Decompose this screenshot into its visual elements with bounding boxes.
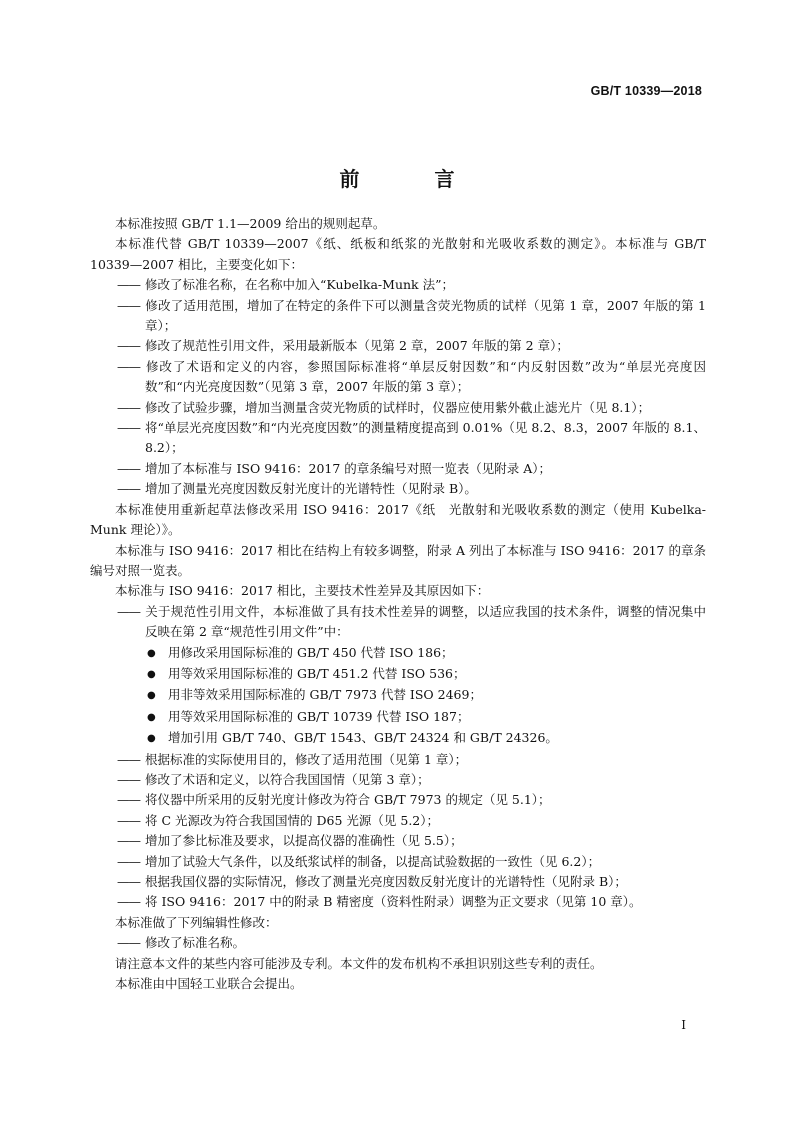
black-circle-bullet-icon: ● (147, 733, 156, 745)
reference-bullet-item (90, 707, 706, 728)
patent-notice: 请注意本文件的某些内容可能涉及专利。本文件的发布机构不承担识别这些专利的责任。 (115, 955, 603, 971)
technical-difference-item: —— 增加了试验大气条件，以及纸浆试样的制备，以提高试验数据的一致性（见 6.2）； (90, 852, 706, 872)
editorial-change-item: —— 修改了标准名称。 (90, 933, 706, 953)
reference-bullet-text: 用非等效采用国际标准的 GB/T 7973 代替 ISO 2469； (168, 687, 482, 703)
change-item: —— 增加了测量光亮度因数反射光度计的光谱特性（见附录 B）。 (90, 479, 706, 499)
reference-bullet-text: 用等效采用国际标准的 GB/T 451.2 代替 ISO 536； (168, 665, 466, 681)
technical-differences-intro: 本标准与 ISO 9416：2017 相比，主要技术性差异及其原因如下： (115, 583, 490, 599)
editorial-changes-intro: 本标准做了下列编辑性修改： (115, 914, 278, 930)
proposer-paragraph: 本标准由中国轻工业联合会提出。 (115, 976, 303, 992)
technical-difference-item: —— 将 ISO 9416：2017 中的附录 B 精密度（资料性附录）调整为正文要求（见第 10 章）。 (90, 892, 706, 912)
reference-bullet-text: 用等效采用国际标准的 GB/T 10739 代替 ISO 187； (168, 708, 470, 724)
black-circle-bullet-icon: ● (147, 690, 156, 702)
standard-code: GB/T 10339—2018 (590, 84, 702, 98)
black-circle-bullet-icon: ● (147, 647, 156, 659)
change-item: —— 增加了本标准与 ISO 9416：2017 的章条编号对照一览表（见附录 A）； (90, 459, 706, 479)
foreword-title: 前 言 (339, 167, 489, 192)
reference-bullet-item (90, 685, 706, 706)
change-item: —— 修改了标准名称，在名称中加入“Kubelka-Munk 法”； (90, 275, 706, 295)
replacement-paragraph: 本标准代替 GB/T 10339—2007《纸、纸板和纸浆的光散射和光吸收系数的测定》。本标准与 GB/T 10339—2007 相比，主要变化如下： (90, 236, 706, 272)
drafting-rule-paragraph: 本标准按照 GB/T 1.1—2009 给出的规则起草。 (115, 216, 386, 231)
page-number: I (681, 1018, 686, 1032)
technical-difference-item: —— 关于规范性引用文件，本标准做了具有技术性差异的调整，以适应我国的技术条件，调整的情况集中反映在第 2 章“规范性引用文件”中： (90, 602, 706, 643)
structure-comparison-paragraph: 本标准与 ISO 9416：2017 相比在结构上有较多调整，附录 A 列出了本标准与 ISO 9416：2017 的章条编号对照一览表。 (90, 542, 706, 578)
reference-bullet-item (90, 664, 706, 685)
technical-difference-item: —— 根据标准的实际使用目的，修改了适用范围（见第 1 章）； (90, 750, 706, 770)
change-item: —— 修改了试验步骤，增加当测量含荧光物质的试样时，仪器应使用紫外截止滤光片（见 8.1）； (90, 398, 706, 418)
change-item: —— 修改了适用范围，增加了在特定的条件下可以测量含荧光物质的试样（见第 1 章，2007 年版的第 1 章）； (90, 296, 706, 337)
change-item: —— 将“单层光亮度因数”和“内光亮度因数”的测量精度提高到 0.01%（见 8.2、8.3，2007 年版的 8.1、8.2）； (90, 418, 706, 459)
black-circle-bullet-icon: ● (147, 711, 156, 723)
black-circle-bullet-icon: ● (147, 668, 156, 680)
technical-difference-item: —— 根据我国仪器的实际情况，修改了测量光亮度因数反射光度计的光谱特性（见附录 B）； (90, 872, 706, 892)
technical-difference-item: —— 修改了术语和定义，以符合我国国情（见第 3 章）； (90, 770, 706, 790)
reference-bullet-item (90, 643, 706, 664)
technical-difference-item: —— 增加了参比标准及要求，以提高仪器的准确性（见 5.5）； (90, 831, 706, 851)
reference-bullet-text: 用修改采用国际标准的 GB/T 450 代替 ISO 186； (168, 644, 454, 660)
change-item: —— 修改了术语和定义的内容，参照国际标准将“单层反射因数”和“内反射因数”改为“单层光亮度因数”和“内光亮度因数”（见第 3 章，2007 年版的第 3 章）； (90, 357, 706, 398)
reference-bullet-text: 增加引用 GB/T 740、GB/T 1543、GB/T 24324 和 GB/T 24326。 (168, 730, 558, 746)
technical-difference-item: —— 将仪器中所采用的反射光度计修改为符合 GB/T 7973 的规定（见 5.1）； (90, 790, 706, 810)
adoption-paragraph: 本标准使用重新起草法修改采用 ISO 9416：2017《纸 光散射和光吸收系数的测定（使用 Kubelka-Munk 理论）》。 (90, 501, 706, 538)
technical-difference-item: —— 将 C 光源改为符合我国国情的 D65 光源（见 5.2）； (90, 811, 706, 831)
reference-bullet-item (90, 728, 706, 749)
change-item: —— 修改了规范性引用文件，采用最新版本（见第 2 章，2007 年版的第 2 章）； (90, 336, 706, 356)
foreword-content (90, 214, 706, 994)
